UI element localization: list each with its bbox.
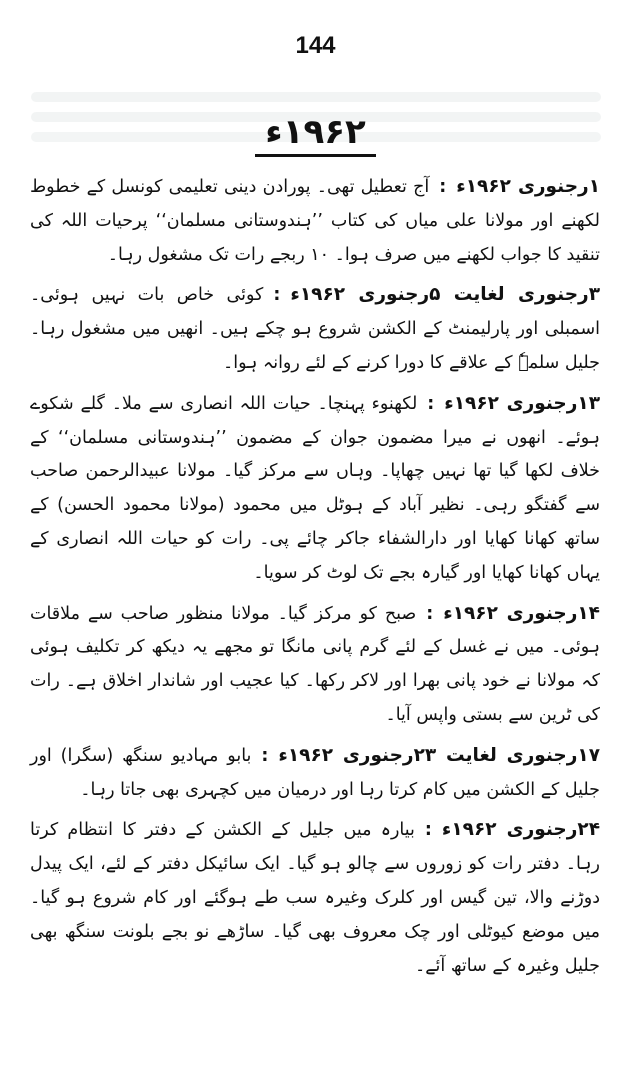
entry-date: ۱۷رجنوری لغایت ۲۳رجنوری ۱۹۶۲ء [278, 744, 600, 766]
entry-separator: : [261, 745, 269, 766]
entry-text: آج تعطیل تھی۔ پورادن دینی تعلیمی کونسل کے خطوط لکھنے اور مولانا علی میاں کی کتاب ’’ہندوستانی مسلمان‘‘ پرحیات اللہ کی تنقید کا جواب لکھنے میں صرف ہوا۔ ۱۰ ربجے رات تک مشغول رہا۔ [30, 177, 600, 265]
entry-separator: : [426, 603, 434, 624]
entry-text: صبح کو مرکز گیا۔ مولانا منظور صاحب سے ملاقات ہوئی۔ میں نے غسل کے لئے گرم پانی مانگا تو مجھے یہ دیکھ کر تکلیف ہوئی کہ مولانا نے خود پانی بھرا اور لاکر رکھا۔ کیا عجیب اور شاندار اخلاق ہے۔ رات کی ٹرین سے بستی واپس آیا۔ [30, 603, 600, 725]
entry-date: ۳رجنوری لغایت ۵رجنوری ۱۹۶۲ء [290, 284, 600, 306]
entry-separator: : [424, 820, 432, 841]
diary-entry [30, 739, 600, 808]
diary-entry [30, 387, 600, 591]
diary-entry [30, 813, 600, 983]
diary-entry [30, 597, 600, 733]
entry-date: ۱۴رجنوری ۱۹۶۲ء [443, 602, 600, 624]
entry-date: ۱۳رجنوری ۱۹۶۲ء [444, 392, 600, 414]
entry-text: لکھنوء پہنچا۔ حیات اللہ انصاری سے ملا۔ گلے شکوے ہوئے۔ انھوں نے میرا مضمون جوان کے مضمون ’’ہندوستانی مسلمان‘‘ کے خلاف لکھا گیا تھا نہیں چھاپا۔ وہاں سے مرکز گیا۔ مولانا عبیدالرحمن صاحب سے گفتگو رہی۔ نظیر آباد کے ہوٹل میں محمود (مولانا محمود الحسن) کے ساتھ کھانا کھایا اور دارالشفاء جاکر چائے پی۔ رات کو حیات اللہ انصاری کے یہاں کھانا کھایا اور گیارہ بجے تک لوٹ کر سویا۔ [30, 393, 600, 583]
diary-entries [30, 170, 600, 989]
diary-entry [30, 170, 600, 272]
diary-entry [30, 278, 600, 380]
year-heading-text: ۱۹۶۲ء [255, 112, 375, 157]
entry-date: ۱رجنوری ۱۹۶۲ء [456, 176, 600, 197]
entry-separator: : [439, 177, 447, 197]
entry-date: ۲۴رجنوری ۱۹۶۲ء [441, 819, 600, 841]
entry-text: کوئی خاص بات نہیں ہوئی۔ اسمبلی اور پارلیمنٹ کے الکشن شروع ہو چکے ہیں۔ انھیں میں مشغول رہا۔ جلیل سلمہٗ کے علاقے کا دورا کرنے کے لئے روانہ ہوا۔ [30, 285, 600, 373]
entry-text: بابو مہادیو سنگھ (سگرا) اور جلیل کے الکشن میں کام کرتا رہا اور درمیان میں کچہری بھی جاتا رہا۔ [30, 745, 600, 800]
entry-separator: : [273, 285, 281, 306]
entry-separator: : [427, 393, 435, 414]
page-number: 144 [295, 32, 336, 59]
entry-text: بیارہ میں جلیل کے الکشن کے دفتر کا انتظام کرتا رہا۔ دفتر رات کو زوروں سے چالو ہو گیا۔ ایک سائیکل دفتر کے لئے، ایک پیدل دوڑنے والا، تین گیس اور کلرک وغیرہ سب طے ہوگئے اور کام شروع ہو گیا۔ میں موضع کیوٹلی اور چک معروف بھی گیا۔ ساڑھے نو بجے بلونت سنگھ بھی جلیل وغیرہ کے ساتھ آئے۔ [30, 820, 600, 976]
year-heading [0, 112, 631, 157]
